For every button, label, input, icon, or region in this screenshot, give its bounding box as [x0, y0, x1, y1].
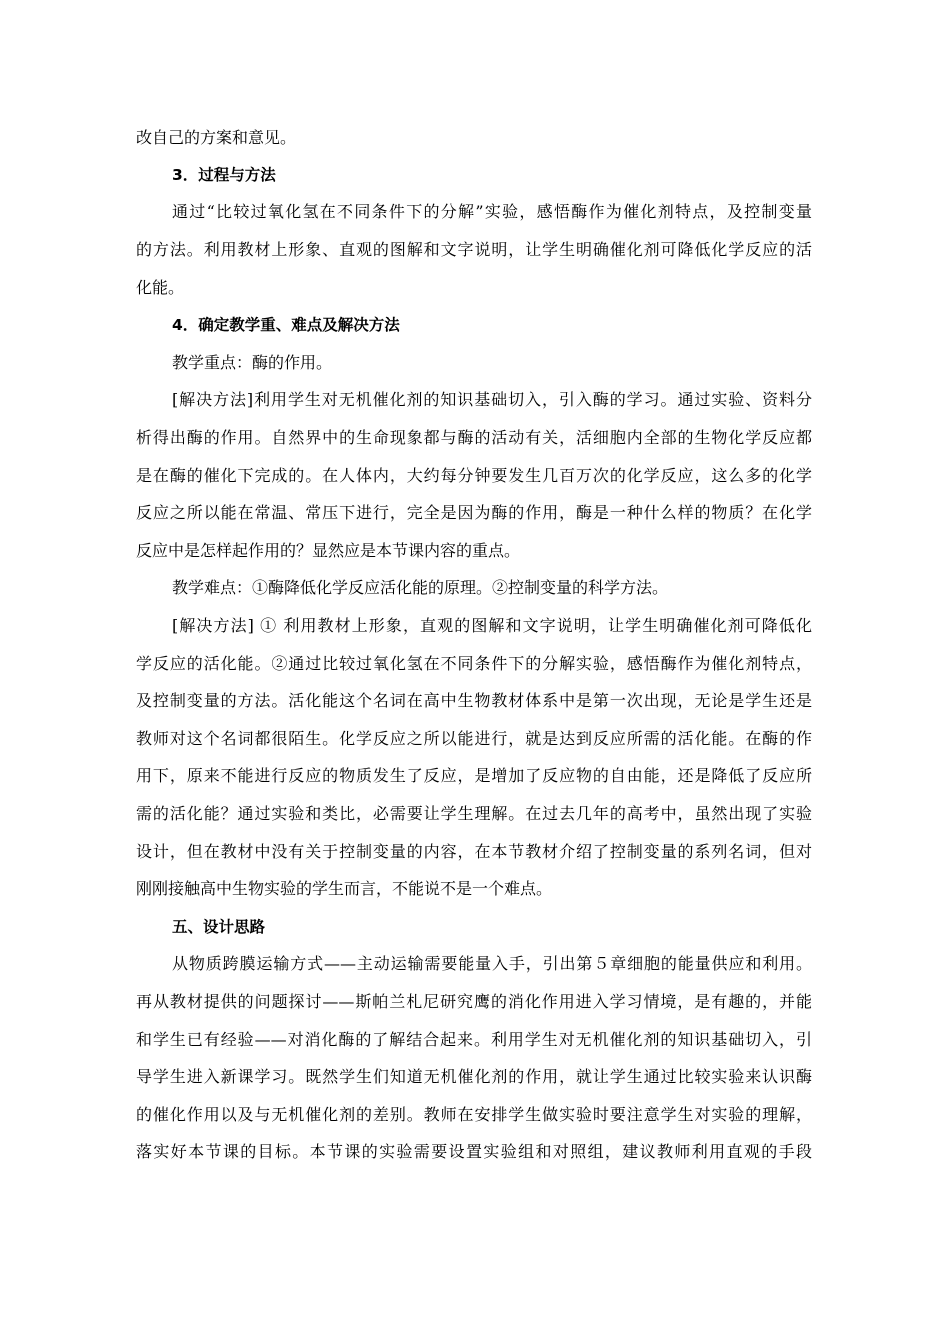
text-line: 改自己的方案和意见。	[136, 128, 297, 147]
text-line: 反应中是怎样起作用的？显然应是本节课内容的重点。	[136, 541, 521, 560]
text-line: 落实好本节课的目标。本节课的实验需要设置实验组和对照组，建议教师利用直观的手段	[136, 1142, 812, 1161]
text-line: 通过“比较过氧化氢在不同条件下的分解”实验，感悟酶作为催化剂特点，及控制变量	[172, 202, 812, 221]
section-heading: 4．确定教学重、难点及解决方法	[172, 316, 400, 334]
text-line: 反应之所以能在常温、常压下进行，完全是因为酶的作用，酶是一种什么样的物质？在化学	[136, 503, 812, 522]
text-line: 导学生进入新课学习。既然学生们知道无机催化剂的作用，就让学生通过比较实验来认识酶	[136, 1067, 812, 1086]
text-line: 设计，但在教材中没有关于控制变量的内容，在本节教材介绍了控制变量的系列名词，但对	[136, 842, 812, 861]
text-line: 教师对这个名词都很陌生。化学反应之所以能进行，就是达到反应所需的活化能。在酶的作	[136, 729, 812, 748]
text-line: 教学重点：酶的作用。	[172, 353, 333, 372]
text-line: 的方法。利用教材上形象、直观的图解和文字说明，让学生明确催化剂可降低化学反应的活	[136, 240, 812, 259]
text-line: [解决方法] ① 利用教材上形象，直观的图解和文字说明，让学生明确催化剂可降低化	[172, 616, 812, 635]
text-line: 需的活化能？通过实验和类比，必需要让学生理解。在过去几年的高考中，虽然出现了实验	[136, 804, 812, 823]
text-line: 刚刚接触高中生物实验的学生而言，不能说不是一个难点。	[136, 879, 553, 898]
text-line: 用下，原来不能进行反应的物质发生了反应，是增加了反应物的自由能，还是降低了反应所	[136, 766, 812, 785]
text-line: 化能。	[136, 278, 185, 297]
section-heading: 3．过程与方法	[172, 166, 276, 184]
text-line: 教学难点：①酶降低化学反应活化能的原理。②控制变量的科学方法。	[172, 578, 669, 597]
text-line: 的催化作用以及与无机催化剂的差别。教师在安排学生做实验时要注意学生对实验的理解，	[136, 1105, 812, 1124]
text-line: 和学生已有经验——对消化酶的了解结合起来。利用学生对无机催化剂的知识基础切入，引	[136, 1030, 812, 1049]
text-line: 析得出酶的作用。自然界中的生命现象都与酶的活动有关，活细胞内全部的生物化学反应都	[136, 428, 812, 447]
text-line: 从物质跨膜运输方式——主动运输需要能量入手，引出第５章细胞的能量供应和利用。	[172, 954, 812, 973]
text-line: 是在酶的催化下完成的。在人体内，大约每分钟要发生几百万次的化学反应，这么多的化学	[136, 466, 812, 485]
text-line: 再从教材提供的问题探讨——斯帕兰札尼研究鹰的消化作用进入学习情境，是有趣的，并能	[136, 992, 812, 1011]
section-heading: 五、设计思路	[172, 918, 266, 936]
text-line: 学反应的活化能。②通过比较过氧化氢在不同条件下的分解实验，感悟酶作为催化剂特点，	[136, 654, 812, 673]
text-line: [解决方法]利用学生对无机催化剂的知识基础切入，引入酶的学习。通过实验、资料分	[172, 390, 812, 409]
text-line: 及控制变量的方法。活化能这个名词在高中生物教材体系中是第一次出现，无论是学生还是	[136, 691, 812, 710]
